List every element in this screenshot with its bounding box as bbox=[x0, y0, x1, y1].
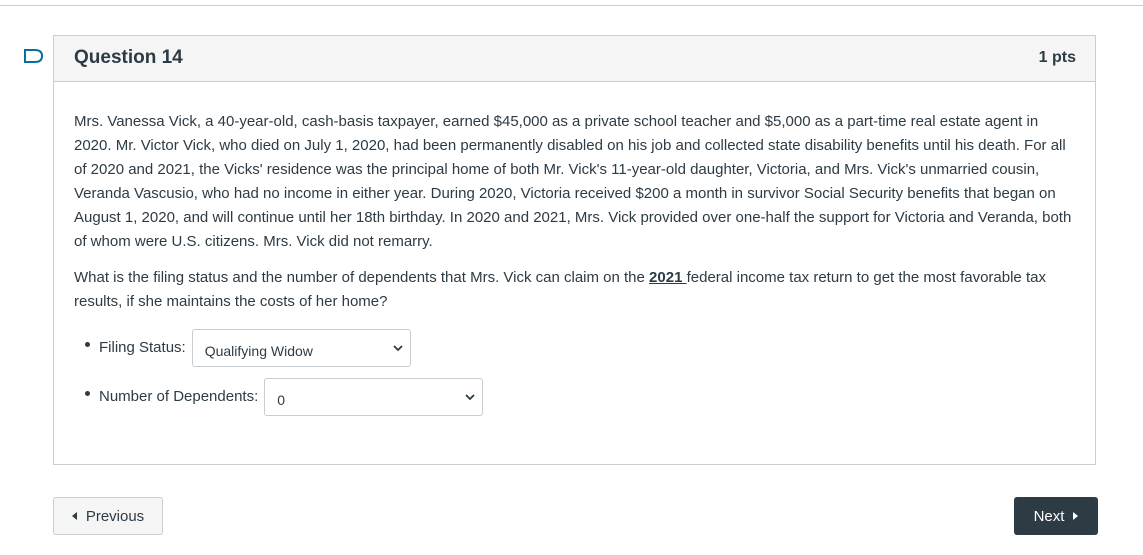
question-card bbox=[53, 35, 1096, 465]
bullet bbox=[85, 391, 90, 396]
flag-question-icon[interactable] bbox=[23, 48, 45, 64]
answer-filing-status bbox=[74, 328, 1079, 368]
question-scenario: Mrs. Vanessa Vick, a 40-year-old, cash-basis taxpayer, earned $45,000 as a private school teacher and $5,000 as a part-time real estate agent in 2020. Mr. Victor Vick, who died on July 1, 2020, had been permanently disabled on his job and collected state disability benefits until his death. For all of 2020 and 2021, the Vicks' residence was the principal home of both Mr. Vick's 11-year-old daughter, Victoria, and Mrs. Vick's unmarried cousin, Veranda Vascusio, who had no income in either year. During 2020, Victoria received $200 a month in survivor Social Security benefits that began on August 1, 2020, and will continue until her 18th birthday. In 2020 and 2021, Mrs. Vick provided over one-half the support for Victoria and Veranda, both of whom were U.S. citizens. Mrs. Vick did not remarry. bbox=[74, 113, 1072, 250]
next-button[interactable] bbox=[1014, 497, 1098, 535]
prompt-year: 2021 bbox=[649, 269, 687, 286]
chevron-down-icon bbox=[392, 342, 404, 354]
filing-status-value: Qualifying Widow bbox=[204, 343, 313, 359]
previous-label: Previous bbox=[85, 507, 145, 525]
filing-status-select[interactable] bbox=[192, 329, 411, 367]
question-points: 1 pts bbox=[1038, 49, 1076, 66]
triangle-right-icon bbox=[1073, 512, 1078, 520]
dependents-label: Number of Dependents: bbox=[99, 388, 259, 405]
answer-list bbox=[74, 328, 1079, 417]
next-label: Next bbox=[1033, 507, 1065, 525]
question-prompt bbox=[74, 266, 1079, 314]
chevron-down-icon bbox=[464, 391, 476, 403]
question-body bbox=[74, 110, 1079, 426]
dependents-value: 0 bbox=[277, 392, 286, 408]
prompt-text-after: federal income tax return to get the most favorable tax results, if she maintains the costs of her home? bbox=[74, 269, 1046, 310]
previous-button[interactable] bbox=[53, 497, 163, 535]
answer-dependents bbox=[74, 377, 1079, 417]
bullet bbox=[85, 342, 90, 347]
prompt-text-before: What is the filing status and the number of dependents that Mrs. Vick can claim on the bbox=[74, 269, 650, 286]
question-header bbox=[54, 36, 1095, 82]
filing-status-label: Filing Status: bbox=[99, 339, 186, 356]
triangle-left-icon bbox=[72, 512, 77, 520]
top-divider bbox=[0, 5, 1143, 6]
dependents-select[interactable] bbox=[264, 378, 483, 416]
question-title: Question 14 bbox=[74, 47, 183, 68]
